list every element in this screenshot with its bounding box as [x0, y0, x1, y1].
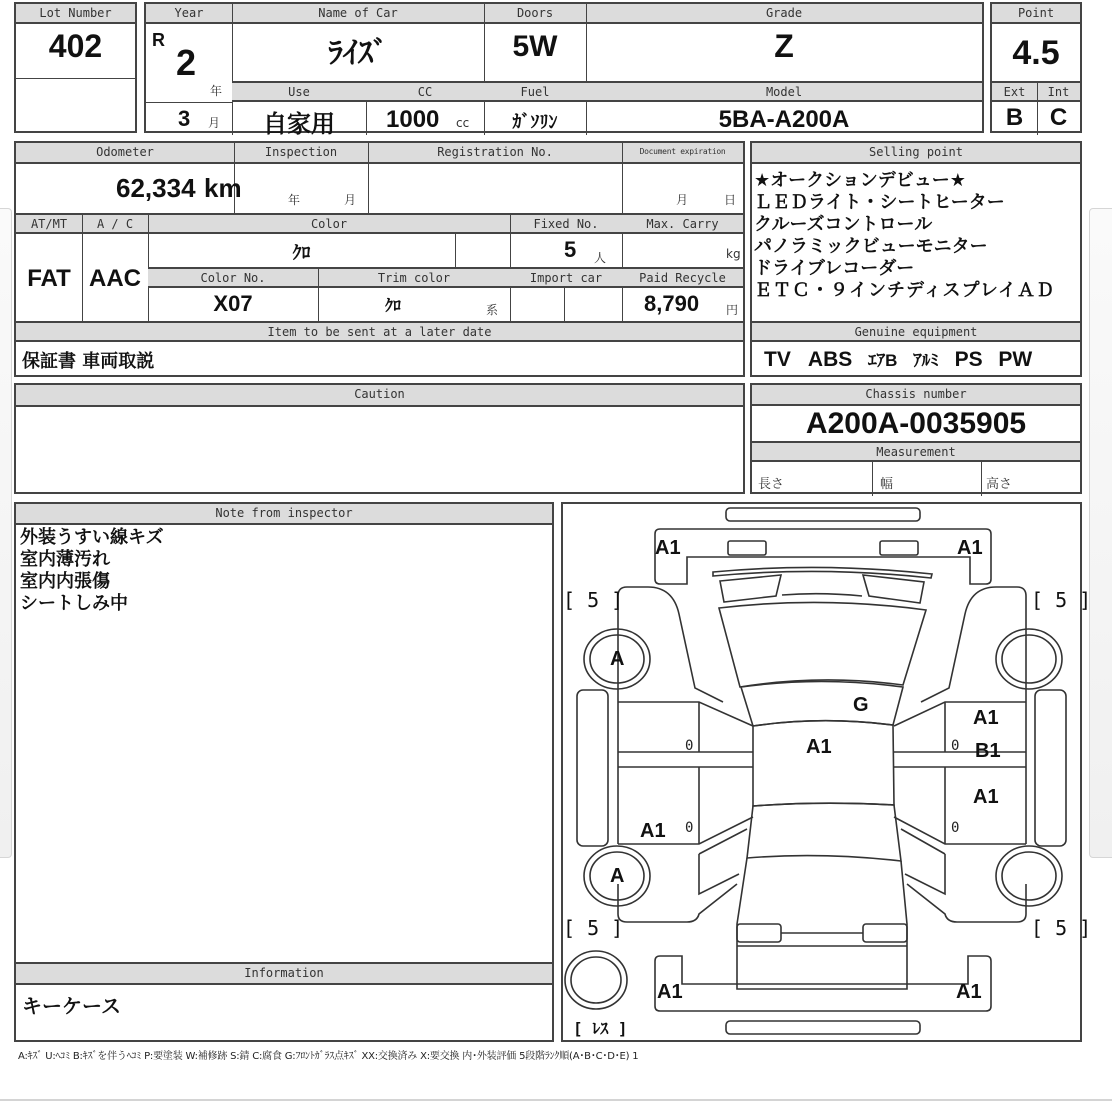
- car-damage-diagram: [561, 502, 1092, 1042]
- fuel-header: Fuel: [484, 81, 586, 102]
- fixed-no-unit: 人: [594, 251, 607, 265]
- use-value: 自家用: [263, 110, 335, 138]
- paid-recycle-header: Paid Recycle: [622, 267, 743, 288]
- inspector-note-line: 室内薄汚れ: [20, 549, 110, 570]
- vehicle-info-box: [144, 2, 984, 138]
- fuel-value: ｶﾞｿﾘﾝ: [512, 112, 558, 133]
- ext-header: Ext: [992, 81, 1037, 102]
- zero-rear-right: 0: [951, 820, 960, 836]
- odometer-header: Odometer: [16, 143, 234, 164]
- right-side-panel: [1089, 208, 1112, 858]
- measurement-height: 高さ: [986, 477, 1013, 492]
- damage-legend: A:ｷｽﾞ U:ﾍｺﾐ B:ｷｽﾞを伴うﾍｺﾐ P:要塗装 W:補修跡 S:錆 C:腐食 G:ﾌﾛﾝﾄｶﾞﾗｽ点ｷｽﾞ XX:交換済み X:要交換 内･外装評価 5段階ﾗﾝｸ順(A･B･C･D･E) 1: [18, 1051, 639, 1062]
- inspector-note-line: 室内内張傷: [20, 571, 110, 592]
- doc-day-unit: 日: [724, 193, 737, 207]
- spare-tire-label: [ ﾚｽ ]: [573, 1019, 628, 1038]
- paid-recycle-value: 8,790: [644, 291, 700, 316]
- equipment-item: PW: [998, 348, 1033, 371]
- inspector-note-line: シートしみ中: [20, 593, 128, 614]
- grade-value: Z: [774, 28, 794, 64]
- point-value: 4.5: [1012, 34, 1060, 72]
- caution-box: [14, 383, 745, 494]
- lot-number-header: Lot Number: [16, 4, 135, 24]
- caution-header: Caution: [16, 385, 743, 407]
- fixed-no-value: 5: [564, 237, 577, 262]
- registration-box: [14, 141, 745, 377]
- model-value: 5BA-A200A: [718, 106, 850, 133]
- doc-month-unit: 月: [676, 193, 689, 207]
- selling-point-line: パノラミックビューモニター: [754, 236, 988, 257]
- mark-front-bumper-left: A1: [655, 537, 681, 559]
- selling-point-list: [754, 170, 1055, 302]
- ac-header: A / C: [82, 213, 148, 234]
- fixed-no-header: Fixed No.: [510, 213, 622, 234]
- information-header: Information: [16, 964, 552, 985]
- atmt-header: AT/MT: [16, 213, 82, 234]
- measurement-header: Measurement: [752, 441, 1080, 462]
- name-header: Name of Car: [232, 4, 484, 24]
- month-value: 3: [178, 106, 191, 131]
- import-car-header: Import car: [510, 267, 622, 288]
- selling-point-line: ＥＴＣ・９インチディスプレイＡＤ: [754, 280, 1055, 301]
- year-era: R: [152, 30, 165, 50]
- selling-point-line: ★オークションデビュー★: [754, 170, 966, 191]
- mark-front-bumper-right: A1: [957, 537, 983, 559]
- cc-unit: cc: [456, 116, 470, 130]
- equipment-item: ｴｱB: [868, 351, 898, 370]
- tread-front-left: [ 5 ]: [563, 588, 624, 612]
- trim-color-unit: 系: [486, 303, 499, 317]
- chassis-box: [750, 383, 1082, 494]
- color-value: ｸﾛ: [292, 243, 311, 264]
- information-value: キーケース: [22, 994, 121, 1018]
- color-no-header: Color No.: [148, 267, 318, 288]
- tread-front-right: [ 5 ]: [1031, 588, 1092, 612]
- inspector-note-list: [20, 527, 164, 615]
- ac-value: AAC: [89, 265, 141, 292]
- selling-point-header: Selling point: [752, 143, 1080, 164]
- max-carry-header: Max. Carry: [622, 213, 743, 234]
- grade-header: Grade: [586, 4, 982, 24]
- year-value: 2: [176, 42, 197, 83]
- year-header: Year: [146, 4, 232, 24]
- model-header: Model: [586, 81, 982, 102]
- left-side-panel: [0, 208, 12, 858]
- tread-rear-right: [ 5 ]: [1031, 916, 1092, 940]
- point-header: Point: [992, 4, 1080, 24]
- color-no-value: X07: [213, 291, 253, 316]
- selling-point-line: クルーズコントロール: [754, 214, 933, 235]
- trim-color-header: Trim color: [318, 267, 510, 288]
- tread-rear-left: [ 5 ]: [563, 916, 624, 940]
- mark-rear-bumper-right: A1: [956, 981, 982, 1003]
- atmt-value: FAT: [27, 265, 71, 292]
- trim-color-value: ｸﾛ: [384, 296, 401, 315]
- inspection-year-unit: 年: [288, 193, 301, 207]
- selling-point-box: [750, 141, 1082, 377]
- mark-tire-rear-left: A: [610, 865, 625, 887]
- paid-recycle-unit: 円: [726, 303, 739, 317]
- information-box: [14, 962, 554, 1042]
- lot-number-box: [14, 2, 137, 133]
- mark-rear-door-left: A1: [640, 820, 666, 842]
- bottom-divider: [0, 1099, 1112, 1101]
- later-items-header: Item to be sent at a later date: [16, 321, 743, 342]
- chassis-header: Chassis number: [752, 385, 1080, 406]
- later-items-value: 保証書 車両取説: [22, 351, 155, 372]
- int-header: Int: [1037, 81, 1080, 102]
- mark-tire-front-left: A: [610, 648, 625, 670]
- equipment-item: ABS: [807, 348, 853, 371]
- max-carry-unit: kg: [726, 247, 741, 261]
- chassis-value: A200A-0035905: [805, 407, 1027, 440]
- zero-front-right: 0: [951, 738, 960, 754]
- genuine-equipment-header: Genuine equipment: [752, 321, 1080, 342]
- equipment-item: PS: [954, 348, 983, 371]
- odometer-unit: km: [204, 173, 242, 203]
- mark-windshield: G: [853, 694, 869, 716]
- mark-front-door-right-a: A1: [973, 707, 999, 729]
- doc-expiration-header: Document expiration: [622, 143, 743, 164]
- cc-value: 1000: [386, 106, 440, 133]
- mark-rear-bumper-left: A1: [657, 981, 683, 1003]
- year-unit: 年: [210, 84, 223, 98]
- genuine-equipment-list: [764, 346, 1032, 372]
- mark-front-door-right-b: B1: [975, 740, 1001, 762]
- cc-header: CC: [366, 81, 484, 102]
- mark-roof: A1: [806, 736, 832, 758]
- equipment-item: ｱﾙﾐ: [913, 351, 939, 370]
- ext-value: B: [1005, 104, 1024, 131]
- inspection-header: Inspection: [234, 143, 368, 164]
- inspector-note-box: [14, 502, 554, 964]
- car-name-value: ﾗｲｽﾞ: [328, 36, 388, 71]
- doors-value: 5W: [512, 30, 558, 63]
- zero-front-left: 0: [685, 738, 694, 754]
- month-unit: 月: [208, 116, 221, 130]
- mark-rear-door-right: A1: [973, 786, 999, 808]
- int-value: C: [1049, 104, 1068, 131]
- color-header: Color: [148, 213, 510, 234]
- selling-point-line: ドライブレコーダー: [754, 258, 915, 279]
- measurement-length: 長さ: [758, 477, 785, 492]
- use-header: Use: [232, 81, 366, 102]
- point-box: [990, 2, 1082, 133]
- zero-rear-left: 0: [685, 820, 694, 836]
- inspector-note-line: 外装うすい線キズ: [20, 527, 164, 548]
- registration-header: Registration No.: [368, 143, 622, 164]
- odometer-value: 62,334: [116, 173, 196, 203]
- inspector-note-header: Note from inspector: [16, 504, 552, 525]
- selling-point-line: ＬＥＤライト・シートヒーター: [754, 192, 1005, 213]
- equipment-item: TV: [764, 348, 791, 371]
- lot-number-value: 402: [48, 28, 103, 64]
- doors-header: Doors: [484, 4, 586, 24]
- inspection-month-unit: 月: [344, 193, 357, 207]
- measurement-width: 幅: [880, 477, 894, 492]
- car-outline-icon: [563, 504, 1080, 1040]
